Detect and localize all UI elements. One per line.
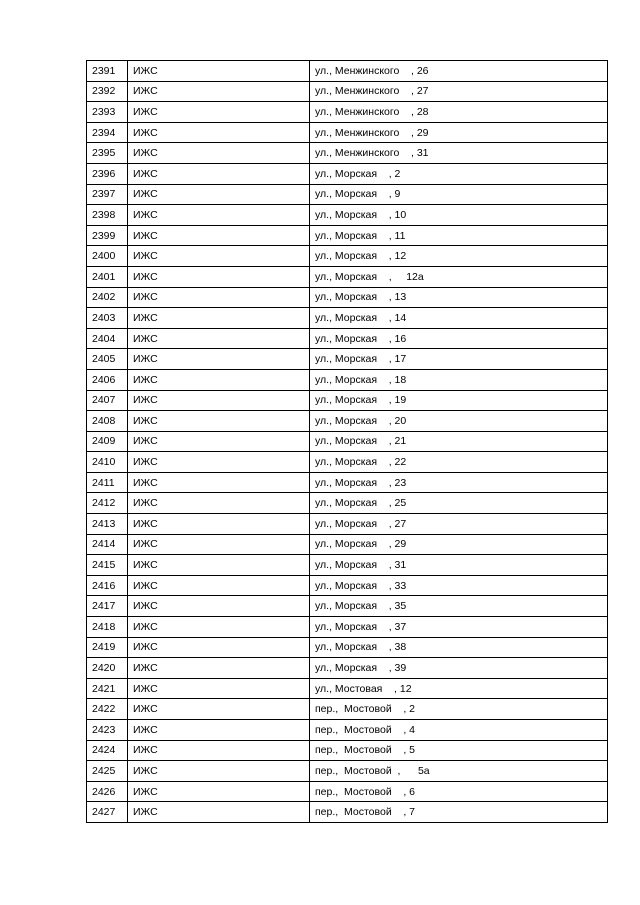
row-number-cell: 2412 <box>87 493 128 514</box>
table-row <box>87 740 608 761</box>
row-number-cell: 2403 <box>87 308 128 329</box>
row-number-cell: 2421 <box>87 678 128 699</box>
address-cell: пер., Мостовой , 2 <box>310 699 608 720</box>
construction-type-cell: ИЖС <box>128 596 310 617</box>
address-cell: пер., Мостовой , 6 <box>310 781 608 802</box>
address-cell: ул., Морская , 21 <box>310 431 608 452</box>
row-number-cell: 2415 <box>87 555 128 576</box>
table-row <box>87 431 608 452</box>
construction-type-cell: ИЖС <box>128 514 310 535</box>
row-number-cell: 2411 <box>87 472 128 493</box>
address-cell: пер., Мостовой , 7 <box>310 802 608 823</box>
row-number-cell: 2409 <box>87 431 128 452</box>
table-row <box>87 596 608 617</box>
address-cell: ул., Морская , 37 <box>310 617 608 638</box>
construction-type-cell: ИЖС <box>128 143 310 164</box>
table-row <box>87 493 608 514</box>
table-row <box>87 102 608 123</box>
construction-type-cell: ИЖС <box>128 431 310 452</box>
table-row <box>87 575 608 596</box>
table-row <box>87 143 608 164</box>
row-number-cell: 2392 <box>87 81 128 102</box>
table-row <box>87 225 608 246</box>
construction-type-cell: ИЖС <box>128 575 310 596</box>
table-row <box>87 658 608 679</box>
table-row <box>87 761 608 782</box>
construction-type-cell: ИЖС <box>128 493 310 514</box>
table-row <box>87 163 608 184</box>
construction-type-cell: ИЖС <box>128 266 310 287</box>
table-body <box>87 61 608 823</box>
table-row <box>87 472 608 493</box>
address-cell: ул., Менжинского , 26 <box>310 61 608 82</box>
row-number-cell: 2425 <box>87 761 128 782</box>
row-number-cell: 2424 <box>87 740 128 761</box>
address-cell: ул., Морская , 33 <box>310 575 608 596</box>
address-cell: ул., Морская , 23 <box>310 472 608 493</box>
address-cell: ул., Менжинского , 28 <box>310 102 608 123</box>
address-cell: ул., Морская , 16 <box>310 328 608 349</box>
row-number-cell: 2410 <box>87 452 128 473</box>
table-row <box>87 617 608 638</box>
table-row <box>87 122 608 143</box>
construction-type-cell: ИЖС <box>128 411 310 432</box>
construction-type-cell: ИЖС <box>128 678 310 699</box>
row-number-cell: 2399 <box>87 225 128 246</box>
construction-type-cell: ИЖС <box>128 740 310 761</box>
row-number-cell: 2408 <box>87 411 128 432</box>
row-number-cell: 2413 <box>87 514 128 535</box>
table-row <box>87 81 608 102</box>
table-row <box>87 802 608 823</box>
table-row <box>87 411 608 432</box>
address-cell: ул., Морская , 11 <box>310 225 608 246</box>
construction-type-cell: ИЖС <box>128 452 310 473</box>
table-row <box>87 699 608 720</box>
address-cell: ул., Менжинского , 31 <box>310 143 608 164</box>
construction-type-cell: ИЖС <box>128 122 310 143</box>
table-row <box>87 349 608 370</box>
construction-type-cell: ИЖС <box>128 390 310 411</box>
table-row <box>87 555 608 576</box>
row-number-cell: 2394 <box>87 122 128 143</box>
address-cell: ул., Морская , 10 <box>310 205 608 226</box>
row-number-cell: 2393 <box>87 102 128 123</box>
construction-type-cell: ИЖС <box>128 802 310 823</box>
address-cell: ул., Морская , 18 <box>310 369 608 390</box>
row-number-cell: 2407 <box>87 390 128 411</box>
construction-type-cell: ИЖС <box>128 246 310 267</box>
row-number-cell: 2418 <box>87 617 128 638</box>
row-number-cell: 2427 <box>87 802 128 823</box>
table-row <box>87 390 608 411</box>
construction-type-cell: ИЖС <box>128 658 310 679</box>
address-cell: пер., Мостовой , 4 <box>310 720 608 741</box>
construction-type-cell: ИЖС <box>128 184 310 205</box>
table-row <box>87 266 608 287</box>
table-row <box>87 514 608 535</box>
address-cell: ул., Морская , 22 <box>310 452 608 473</box>
table-row <box>87 452 608 473</box>
address-cell: ул., Менжинского , 27 <box>310 81 608 102</box>
row-number-cell: 2400 <box>87 246 128 267</box>
row-number-cell: 2391 <box>87 61 128 82</box>
address-cell: ул., Морская , 38 <box>310 637 608 658</box>
table-row <box>87 61 608 82</box>
construction-type-cell: ИЖС <box>128 102 310 123</box>
table-row <box>87 205 608 226</box>
table-row <box>87 287 608 308</box>
row-number-cell: 2402 <box>87 287 128 308</box>
address-cell: ул., Морская , 27 <box>310 514 608 535</box>
address-cell: ул., Морская , 39 <box>310 658 608 679</box>
address-cell: ул., Морская , 29 <box>310 534 608 555</box>
construction-type-cell: ИЖС <box>128 287 310 308</box>
row-number-cell: 2406 <box>87 369 128 390</box>
table-row <box>87 781 608 802</box>
row-number-cell: 2423 <box>87 720 128 741</box>
row-number-cell: 2405 <box>87 349 128 370</box>
row-number-cell: 2419 <box>87 637 128 658</box>
table-row <box>87 369 608 390</box>
row-number-cell: 2396 <box>87 163 128 184</box>
table-row <box>87 308 608 329</box>
address-cell: ул., Морская , 20 <box>310 411 608 432</box>
row-number-cell: 2401 <box>87 266 128 287</box>
row-number-cell: 2404 <box>87 328 128 349</box>
address-cell: ул., Морская , 2 <box>310 163 608 184</box>
construction-type-cell: ИЖС <box>128 720 310 741</box>
address-cell: ул., Морская , 25 <box>310 493 608 514</box>
table-row <box>87 184 608 205</box>
construction-type-cell: ИЖС <box>128 205 310 226</box>
address-cell: ул., Мостовая , 12 <box>310 678 608 699</box>
address-cell: ул., Морская , 12а <box>310 266 608 287</box>
construction-type-cell: ИЖС <box>128 328 310 349</box>
table-row <box>87 720 608 741</box>
address-cell: ул., Морская , 17 <box>310 349 608 370</box>
construction-type-cell: ИЖС <box>128 617 310 638</box>
address-cell: ул., Морская , 13 <box>310 287 608 308</box>
construction-type-cell: ИЖС <box>128 781 310 802</box>
address-cell: ул., Менжинского , 29 <box>310 122 608 143</box>
construction-type-cell: ИЖС <box>128 699 310 720</box>
row-number-cell: 2398 <box>87 205 128 226</box>
row-number-cell: 2395 <box>87 143 128 164</box>
row-number-cell: 2416 <box>87 575 128 596</box>
construction-type-cell: ИЖС <box>128 637 310 658</box>
construction-type-cell: ИЖС <box>128 81 310 102</box>
table-row <box>87 678 608 699</box>
table-row <box>87 637 608 658</box>
construction-type-cell: ИЖС <box>128 61 310 82</box>
address-cell: ул., Морская , 31 <box>310 555 608 576</box>
construction-type-cell: ИЖС <box>128 761 310 782</box>
row-number-cell: 2422 <box>87 699 128 720</box>
address-cell: ул., Морская , 19 <box>310 390 608 411</box>
construction-type-cell: ИЖС <box>128 472 310 493</box>
construction-type-cell: ИЖС <box>128 369 310 390</box>
row-number-cell: 2397 <box>87 184 128 205</box>
construction-type-cell: ИЖС <box>128 225 310 246</box>
construction-type-cell: ИЖС <box>128 555 310 576</box>
address-cell: ул., Морская , 35 <box>310 596 608 617</box>
construction-type-cell: ИЖС <box>128 163 310 184</box>
address-cell: пер., Мостовой , 5а <box>310 761 608 782</box>
table-row <box>87 246 608 267</box>
row-number-cell: 2426 <box>87 781 128 802</box>
row-number-cell: 2414 <box>87 534 128 555</box>
table-row <box>87 328 608 349</box>
row-number-cell: 2420 <box>87 658 128 679</box>
construction-type-cell: ИЖС <box>128 349 310 370</box>
address-cell: пер., Мостовой , 5 <box>310 740 608 761</box>
address-cell: ул., Морская , 12 <box>310 246 608 267</box>
row-number-cell: 2417 <box>87 596 128 617</box>
address-cell: ул., Морская , 14 <box>310 308 608 329</box>
table-row <box>87 534 608 555</box>
construction-type-cell: ИЖС <box>128 534 310 555</box>
address-cell: ул., Морская , 9 <box>310 184 608 205</box>
address-registry-table <box>86 60 608 823</box>
construction-type-cell: ИЖС <box>128 308 310 329</box>
